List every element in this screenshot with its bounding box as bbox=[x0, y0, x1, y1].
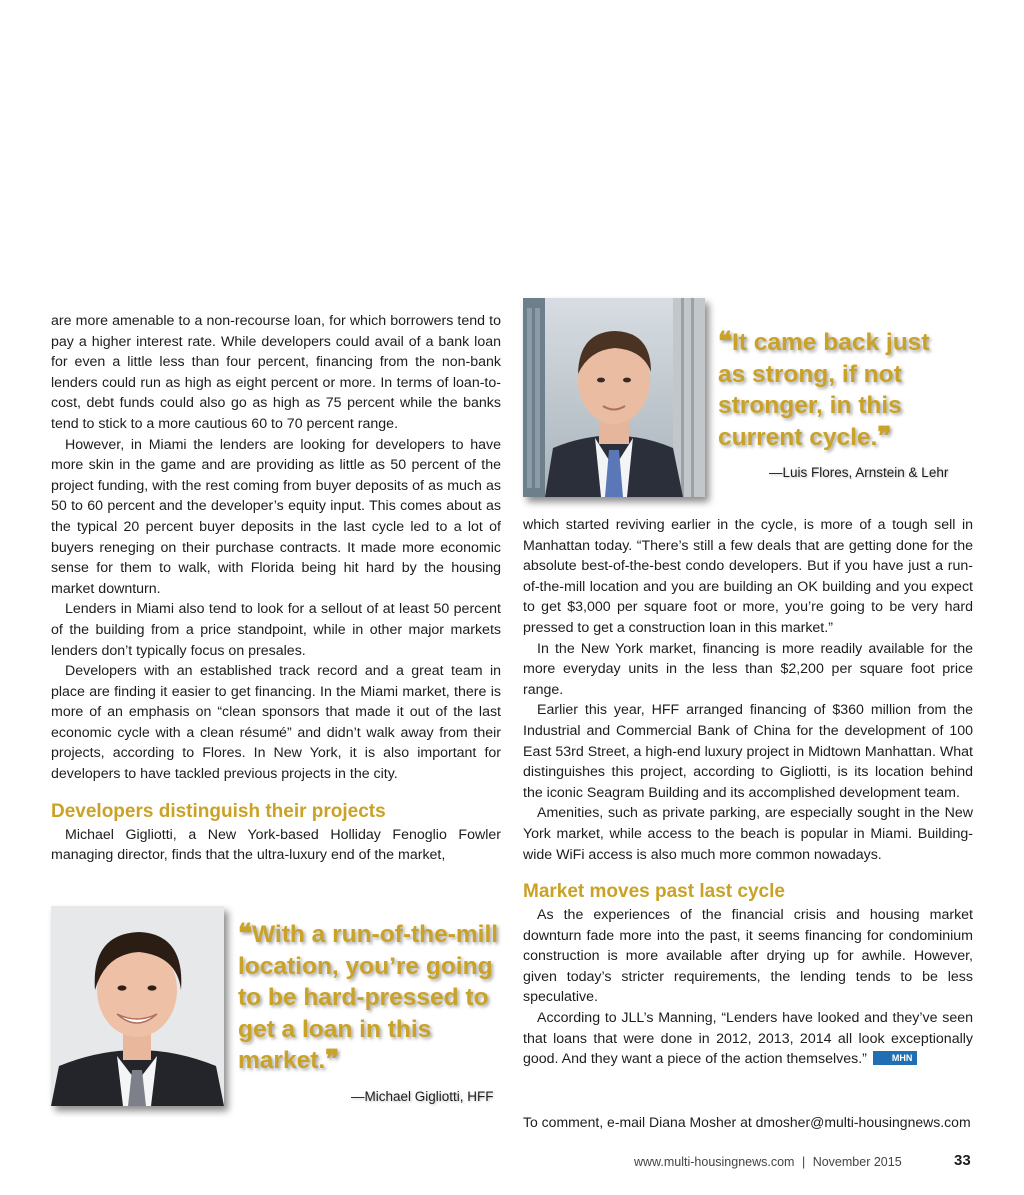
section-heading-market: Market moves past last cycle bbox=[523, 881, 785, 903]
right-paragraph-6 bbox=[523, 1008, 973, 1070]
close-quote-icon: ❞ bbox=[877, 421, 892, 452]
open-quote-icon: ❝ bbox=[718, 327, 732, 357]
pull-quote-flores-text: It came back just as strong, if not stronger, in this current cycle. bbox=[718, 329, 930, 451]
footer-separator: | bbox=[801, 1155, 806, 1169]
left-paragraph-4: Developers with an established track record and a great team in place are finding it easier to get financing. In the Miami market, there is more of an emphasis on “clean sponsors that made it out of the last economic cycle with a clean résumé” and didn’t walk away from their projects, according to Flores. In New York, it is also important for developers to have tackled previous projects in the city. bbox=[51, 663, 501, 783]
pull-quote-gigliotti-attribution: —Michael Gigliotti, HFF bbox=[351, 1089, 494, 1104]
footer-url: www.multi-housingnews.com bbox=[634, 1155, 795, 1169]
right-paragraph-4: Amenities, such as private parking, are especially sought in the New York market, while access to the beach is popular in Miami. Building-wide WiFi access is also much more common nowadays. bbox=[523, 805, 973, 863]
left-paragraph-2: However, in Miami the lenders are looking for developers to have more skin in the game and are providing as little as 50 percent of the project funding, with the rest coming from buyer deposits of as much as 50 to 60 percent and the developer’s equity input. This comes about as the typical 20 percent buyer deposits in the last cycle led to a lot of buyers reneging on their purchase contracts. It made more economic sense for them to walk, with Florida being hit hard by the housing market downturn. bbox=[51, 436, 501, 597]
mhn-badge: MHN bbox=[873, 1051, 918, 1065]
portrait-luis-flores bbox=[523, 298, 705, 497]
right-paragraph-3: Earlier this year, HFF arranged financing of $360 million from the Industrial and Commercial Bank of China for the development of 100 East 53rd Street, a high-end luxury project in Midtown Manhattan. What distinguishes this project, according to Gigliotti, is its location behind the iconic Seagram Building and its accomplished development team. bbox=[523, 702, 973, 801]
right-paragraph-5: As the experiences of the financial crisis and housing market downturn fade more into the past, it seems financing for condominium construction is more available after drying up for awhile. However, given today’s stricter requirements, the lending tends to be less speculative. bbox=[523, 907, 973, 1006]
footer-info bbox=[634, 1155, 902, 1169]
right-column bbox=[523, 515, 973, 1070]
close-quote-icon: ❞ bbox=[325, 1045, 340, 1075]
pull-quote-gigliotti bbox=[238, 919, 500, 1077]
left-paragraph-1: are more amenable to a non-recourse loan, for which borrowers tend to pay a higher interest rate. While developers could avail of a bank loan for even a little less than four percent, financing from the non-bank lenders could run as high as eight percent or more. In terms of loan-to-cost, debt funds could also go as high as 75 percent while the banks tend to stick to a more cautious 60 to 70 percent range. bbox=[51, 313, 501, 432]
portrait-michael-gigliotti bbox=[51, 906, 224, 1106]
left-paragraph-3: Lenders in Miami also tend to look for a sellout of at least 50 percent of the building from a price standpoint, while in other major markets lenders don’t typically focus on presales. bbox=[51, 601, 501, 659]
right-paragraph-6-text: According to JLL’s Manning, “Lenders have looked and they’ve seen that loans that were done in 2012, 2013, 2014 all look exceptionally good. And they want a piece of the action themselves.” bbox=[523, 1010, 973, 1068]
left-column bbox=[51, 311, 501, 866]
comment-line: To comment, e-mail Diana Mosher at dmosher@multi-housingnews.com bbox=[523, 1114, 971, 1130]
photo-michael-gigliotti bbox=[51, 906, 224, 1106]
page-number: 33 bbox=[954, 1152, 971, 1169]
left-paragraph-5: Michael Gigliotti, a New York-based Holliday Fenoglio Fowler managing director, finds that the ultra-luxury end of the market, bbox=[51, 826, 501, 864]
pull-quote-gigliotti-text: With a run-of-the-mill location, you’re going to be hard-pressed to get a loan in this market. bbox=[238, 921, 499, 1074]
footer-issue: November 2015 bbox=[812, 1155, 902, 1169]
open-quote-icon: ❝ bbox=[238, 919, 252, 949]
photo-luis-flores bbox=[523, 298, 705, 497]
right-paragraph-1: which started reviving earlier in the cycle, is more of a tough sell in Manhattan today. “There’s still a few deals that are getting done for the absolute best-of-the-best condo developers. But if you have just a run-of-the-mill location and you are building an OK building and you expect to get $3,000 per square foot or more, you’re going to be very hard pressed to get a construction loan in this market.” bbox=[523, 517, 973, 636]
pull-quote-flores bbox=[718, 327, 958, 453]
section-heading-developers: Developers distinguish their projects bbox=[51, 800, 386, 822]
right-paragraph-2: In the New York market, financing is more readily available for the more everyday units in the less than $2,200 per square foot price range. bbox=[523, 640, 973, 698]
pull-quote-flores-attribution: —Luis Flores, Arnstein & Lehr bbox=[769, 465, 949, 480]
